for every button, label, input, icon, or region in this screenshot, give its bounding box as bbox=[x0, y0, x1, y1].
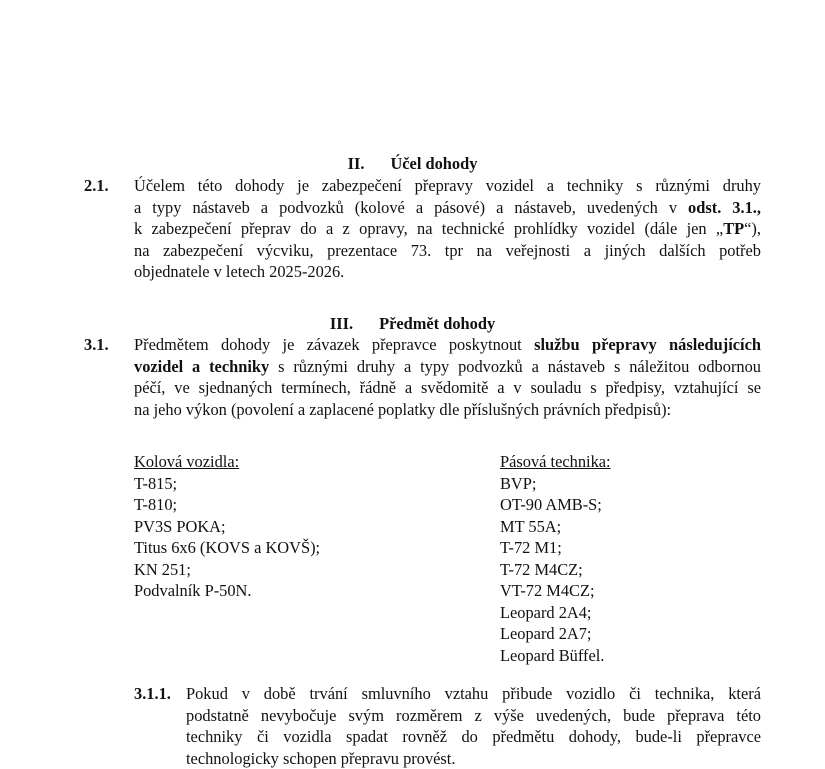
section-3-heading bbox=[0, 313, 825, 335]
clause-3-1-text-run: službu přepravy následujících bbox=[534, 335, 761, 354]
clause-2-1-line bbox=[134, 175, 761, 197]
tracked-item: BVP; bbox=[500, 473, 611, 495]
clause-2-1-line bbox=[134, 261, 761, 283]
subclause-3-1-1-text bbox=[186, 683, 761, 769]
clause-2-1-text-run: objednatele v letech 2025-2026. bbox=[134, 262, 344, 281]
clause-2-1-text-run: TP bbox=[723, 219, 744, 238]
clause-3-1-line bbox=[134, 334, 761, 356]
wheeled-item: T-815; bbox=[134, 473, 320, 495]
tracked-item: VT-72 M4CZ; bbox=[500, 580, 611, 602]
clause-2-1-line bbox=[134, 218, 761, 240]
tracked-item: Leopard Büffel. bbox=[500, 645, 611, 667]
clause-3-1-text-run: s různými druhy a typy podvozků a nástaveb s náležitou odbornou bbox=[269, 357, 761, 376]
clause-2-1-text-run: odst. 3.1., bbox=[688, 198, 761, 217]
section-3-title: Předmět dohody bbox=[379, 314, 495, 333]
subclause-3-1-1-line: techniky či vozidla spadat rovněž do předmětu dohody, bude-li přepravce bbox=[186, 726, 761, 748]
tracked-vehicles-list bbox=[500, 451, 611, 666]
wheeled-item: PV3S POKA; bbox=[134, 516, 320, 538]
wheeled-vehicles-list bbox=[134, 451, 320, 602]
tracked-item: OT-90 AMB-S; bbox=[500, 494, 611, 516]
section-2-title: Účel dohody bbox=[390, 154, 477, 173]
clause-2-1-text-run: Účelem této dohody je zabezpečení přepravy vozidel a techniky s různými druhy bbox=[134, 176, 761, 195]
wheeled-vehicles-title: Kolová vozidla: bbox=[134, 451, 320, 473]
clause-2-1-number: 2.1. bbox=[84, 175, 109, 197]
clause-3-1-text-run: na jeho výkon (povolení a zaplacené poplatky dle příslušných právních předpisů): bbox=[134, 400, 671, 419]
tracked-vehicles-title: Pásová technika: bbox=[500, 451, 611, 473]
tracked-item: MT 55A; bbox=[500, 516, 611, 538]
clause-3-1-line bbox=[134, 399, 761, 421]
clause-3-1-text-run: péčí, ve sjednaných termínech, řádně a svědomitě a v souladu s předpisy, vztahující se bbox=[134, 378, 761, 397]
tracked-item: T-72 M4CZ; bbox=[500, 559, 611, 581]
clause-2-1-text-run: k zabezpečení přeprav do a z opravy, na technické prohlídky vozidel (dále jen „ bbox=[134, 219, 723, 238]
clause-2-1-text-run: a typy nástaveb a podvozků (kolové a pásové) a nástaveb, uvedených v bbox=[134, 198, 688, 217]
clause-3-1-number: 3.1. bbox=[84, 334, 109, 356]
clause-3-1-line bbox=[134, 377, 761, 399]
clause-3-1-text bbox=[134, 334, 761, 420]
wheeled-item: T-810; bbox=[134, 494, 320, 516]
clause-2-1-text-run: “), bbox=[744, 219, 761, 238]
clause-2-1-text bbox=[134, 175, 761, 283]
wheeled-item: Podvalník P-50N. bbox=[134, 580, 320, 602]
subclause-3-1-1-line: technologicky schopen přepravu provést. bbox=[186, 748, 761, 769]
clause-2-1-line bbox=[134, 197, 761, 219]
section-2-heading bbox=[0, 153, 825, 175]
tracked-item: T-72 M1; bbox=[500, 537, 611, 559]
section-2-number: II. bbox=[348, 153, 365, 175]
section-3-number: III. bbox=[330, 313, 353, 335]
wheeled-item: Titus 6x6 (KOVS a KOVŠ); bbox=[134, 537, 320, 559]
clause-3-1-text-run: vozidel a techniky bbox=[134, 357, 269, 376]
subclause-3-1-1-line: podstatně nevybočuje svým rozměrem z výše uvedených, bude přeprava této bbox=[186, 705, 761, 727]
clause-2-1-text-run: na zabezpečení výcviku, prezentace 73. tpr na veřejnosti a jiných dalších potřeb bbox=[134, 241, 761, 260]
subclause-3-1-1-number: 3.1.1. bbox=[134, 683, 171, 705]
wheeled-item: KN 251; bbox=[134, 559, 320, 581]
subclause-3-1-1-line: Pokud v době trvání smluvního vztahu přibude vozidlo či technika, která bbox=[186, 683, 761, 705]
clause-3-1-text-run: Předmětem dohody je závazek přepravce poskytnout bbox=[134, 335, 534, 354]
clause-3-1-line bbox=[134, 356, 761, 378]
tracked-item: Leopard 2A7; bbox=[500, 623, 611, 645]
clause-2-1-line bbox=[134, 240, 761, 262]
tracked-item: Leopard 2A4; bbox=[500, 602, 611, 624]
